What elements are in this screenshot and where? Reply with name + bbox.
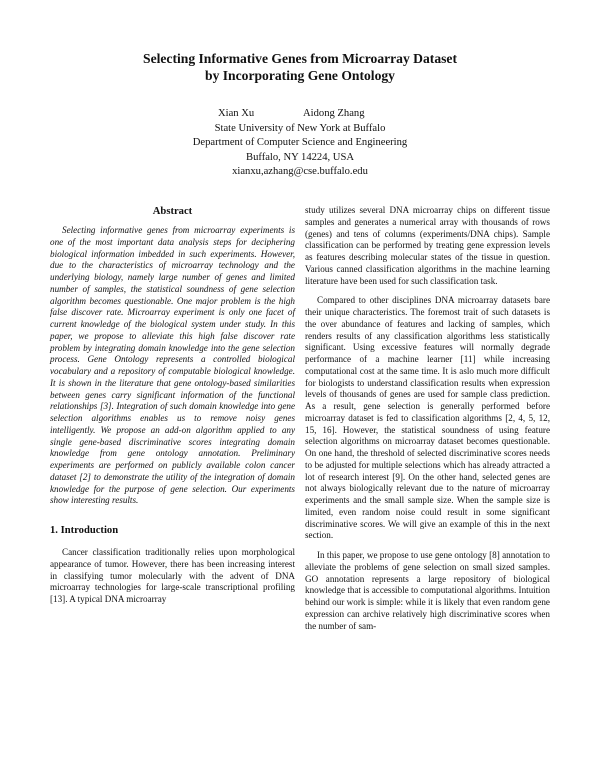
author-2: Aidong Zhang	[303, 108, 365, 119]
right-column	[305, 205, 550, 640]
abstract-heading: Abstract	[152, 206, 193, 217]
abstract-section	[50, 205, 295, 507]
address: Buffalo, NY 14224, USA	[246, 151, 354, 163]
author-block	[0, 107, 600, 180]
body-paragraph-1: study utilizes several DNA microarray chips on different tissue samples and generates a numerical array with thousands of rows (genes) and tens of columns (experiments/DNA chips). Sample classification can be performed by treating gene expression levels as features describing molecular states of the tissue in question. Various canned classification algorithms in the machine learning literature have been used for such classification task.	[305, 205, 550, 286]
paper-title	[0, 50, 600, 84]
title-line-2: by Incorporating Gene Ontology	[205, 68, 395, 83]
body-paragraph-2: Compared to other disciplines DNA microarray datasets bare their unique characteristics. The foremost trait of such datasets is the over abundance of features and lacking of samples, which renders results of any classification algorithms less statistically significant. Using excessive features will normally degrade performance of a machine learner [11] while increasing computational cost at the same time. It is aslo much more difficult for biologists to understand classification results when expression levels of thousands of genes are used for sample class prediction. As a result, gene selection is generally performed before microarray dataset is fed to classification algorithms [2, 4, 5, 12, 15, 16]. However, the statistical soundness of using feature selection algorithms on microarray dataset becomes questionable. On one hand, the threshold of selected discriminative scores needs to be adjusted for multiple selections which has already attracted a lot of research interest [9]. On the other hand, selected genes are not always biologically relevant due to the nature of microarray experiments and the small sample size. When the sample size is limited, even random noise could result in some significant discriminative scores. We will give an example of this in the next section.	[305, 295, 550, 541]
title-line-1: Selecting Informative Genes from Microarray Dataset	[143, 51, 457, 66]
body-paragraph-3: In this paper, we propose to use gene ontology [8] annotation to alleviate the problems of gene selection on small sized samples. GO annotation represents a large repository of biological knowledge that is accessible to computational algorithms. Intuition behind our work is simple: while it is likely that even random gene expression can archive relatively high discriminative scores when the number of sam-	[305, 550, 550, 631]
abstract-text: Selecting informative genes from microarray experiments is one of the most important data analysis steps for deciphering biological information imbedded in such experiments. However, due to the characteristics of microarray technology and the underlying biology, namely large number of genes and limited number of samples, the statistical soundness of gene selection algorithm becomes questionable. One major problem is the high false discover rate. Microarray experiment is only one facet of current knowledge of the biological system under study. In this paper, we propose to alleviate this high false discover rate problem by integrating domain knowledge into the gene selection process. Gene Ontology represents a controlled biological vocabulary and a repository of computable biological knowledge. It is shown in the literature that gene ontology-based similarities between genes carry significant information of the functional relationships [3]. Integration of such domain knowledge into gene selection algorithms enables us to remove noisy genes intelligently. We propose an add-on algorithm applied to any single gene-based discriminative scores integrating domain knowledge from gene ontology annotation. Preliminary experiments are performed on publicly available colon cancer dataset [2] to demonstrate the utility of the integration of domain knowledge for the purpose of gene selection. Our experiments show interesting results.	[50, 225, 295, 506]
left-column	[50, 205, 295, 614]
author-1: Xian Xu	[218, 108, 255, 119]
section-heading-introduction: 1. Introduction	[50, 525, 119, 536]
affiliation-department: Department of Computer Science and Engineering	[192, 137, 408, 149]
author-names	[0, 107, 600, 122]
email: xianxu,azhang@cse.buffalo.edu	[232, 166, 368, 178]
affiliation-university: State University of New York at Buffalo	[214, 122, 386, 134]
intro-paragraph-1: Cancer classification traditionally relies upon morphological appearance of tumor. However, there has been increasing interest in classifying tumor molecularly with the advent of DNA microarray technologies for large-scale transcriptional profiling [13]. A typical DNA microarray	[50, 547, 295, 604]
